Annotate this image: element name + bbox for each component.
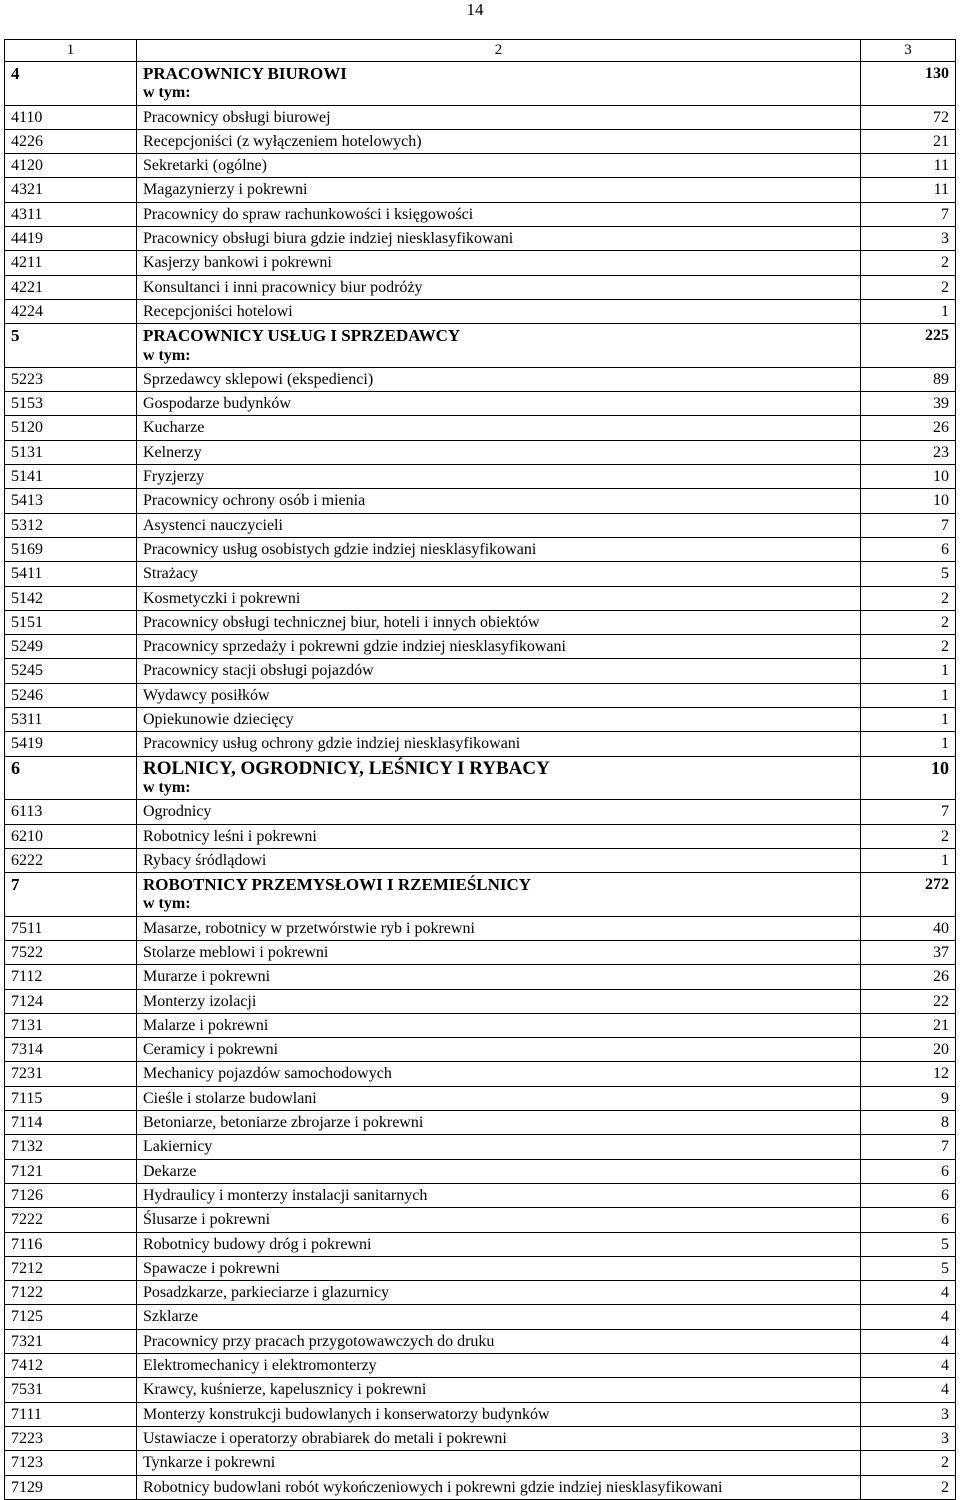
occupation-code: 7314: [5, 1038, 137, 1062]
group-total: 225: [861, 324, 956, 368]
occupation-name: Gospodarze budynków: [137, 392, 861, 416]
occupation-name: Hydraulicy i monterzy instalacji sanitarnych: [137, 1183, 861, 1207]
occupation-count: 37: [861, 940, 956, 964]
occupation-count: 1: [861, 732, 956, 756]
table-row: [5, 1305, 956, 1329]
occupation-code: 4224: [5, 299, 137, 323]
occupation-name: Spawacze i pokrewni: [137, 1256, 861, 1280]
occupation-code: 4419: [5, 227, 137, 251]
occupation-table: [4, 39, 956, 1500]
occupation-name: Strażacy: [137, 562, 861, 586]
occupation-count: 5: [861, 1232, 956, 1256]
table-row: [5, 251, 956, 275]
occupation-code: 7511: [5, 916, 137, 940]
table-row: [5, 367, 956, 391]
occupation-code: 7116: [5, 1232, 137, 1256]
occupation-code: 5153: [5, 392, 137, 416]
occupation-code: 4221: [5, 275, 137, 299]
occupation-code: 7212: [5, 1256, 137, 1280]
group-subtitle: w tym:: [143, 84, 191, 102]
occupation-name: Betoniarze, betoniarze zbrojarze i pokrewni: [137, 1111, 861, 1135]
group-name: ROBOTNICY PRZEMYSŁOWI I RZEMIEŚLNICY: [143, 875, 532, 895]
group-name-cell: [137, 324, 861, 368]
group-name: ROLNICY, OGRODNICY, LEŚNICY I RYBACY: [143, 757, 550, 779]
table-row: [5, 1111, 956, 1135]
table-row: [5, 440, 956, 464]
table-row: [5, 800, 956, 824]
occupation-name: Kelnerzy: [137, 440, 861, 464]
table-row: [5, 537, 956, 561]
occupation-count: 4: [861, 1281, 956, 1305]
occupation-name: Szklarze: [137, 1305, 861, 1329]
occupation-name: Monterzy izolacji: [137, 989, 861, 1013]
occupation-name: Pracownicy obsługi biurowej: [137, 105, 861, 129]
occupation-code: 4311: [5, 202, 137, 226]
occupation-code: 7123: [5, 1451, 137, 1475]
occupation-code: 7121: [5, 1159, 137, 1183]
occupation-code: 4110: [5, 105, 137, 129]
table-row: [5, 513, 956, 537]
table-row: [5, 1013, 956, 1037]
table-row: [5, 202, 956, 226]
table-row: [5, 1402, 956, 1426]
table-row: [5, 708, 956, 732]
occupation-count: 4: [861, 1378, 956, 1402]
occupation-code: 7231: [5, 1062, 137, 1086]
occupation-name: Rybacy śródlądowi: [137, 848, 861, 872]
occupation-code: 7125: [5, 1305, 137, 1329]
occupation-count: 11: [861, 178, 956, 202]
occupation-code: 4120: [5, 154, 137, 178]
occupation-name: Monterzy konstrukcji budowlanych i konserwatorzy budynków: [137, 1402, 861, 1426]
table-row: [5, 275, 956, 299]
table-row: [5, 392, 956, 416]
table-row: [5, 848, 956, 872]
table-row: [5, 129, 956, 153]
occupation-count: 4: [861, 1354, 956, 1378]
occupation-code: 5249: [5, 635, 137, 659]
occupation-name: Sprzedawcy sklepowi (ekspedienci): [137, 367, 861, 391]
table-row: [5, 1208, 956, 1232]
table-row: [5, 1281, 956, 1305]
occupation-name: Asystenci nauczycieli: [137, 513, 861, 537]
occupation-code: 4211: [5, 251, 137, 275]
occupation-count: 11: [861, 154, 956, 178]
group-code: 5: [5, 324, 137, 368]
occupation-code: 6210: [5, 824, 137, 848]
occupation-name: Pracownicy sprzedaży i pokrewni gdzie indziej niesklasyfikowani: [137, 635, 861, 659]
occupation-code: 4226: [5, 129, 137, 153]
occupation-name: Ślusarze i pokrewni: [137, 1208, 861, 1232]
occupation-code: 5141: [5, 465, 137, 489]
occupation-code: 5120: [5, 416, 137, 440]
table-row: [5, 105, 956, 129]
occupation-code: 5411: [5, 562, 137, 586]
occupation-count: 23: [861, 440, 956, 464]
occupation-code: 5413: [5, 489, 137, 513]
table-row: [5, 465, 956, 489]
table-row: [5, 1232, 956, 1256]
occupation-count: 1: [861, 683, 956, 707]
occupation-name: Mechanicy pojazdów samochodowych: [137, 1062, 861, 1086]
occupation-name: Opiekunowie dziecięcy: [137, 708, 861, 732]
occupation-count: 1: [861, 708, 956, 732]
occupation-code: 5245: [5, 659, 137, 683]
occupation-count: 21: [861, 1013, 956, 1037]
occupation-count: 6: [861, 1183, 956, 1207]
occupation-code: 6113: [5, 800, 137, 824]
group-subtitle: w tym:: [143, 778, 191, 796]
occupation-code: 5311: [5, 708, 137, 732]
occupation-count: 12: [861, 1062, 956, 1086]
occupation-name: Robotnicy leśni i pokrewni: [137, 824, 861, 848]
occupation-count: 10: [861, 465, 956, 489]
group-total: 272: [861, 873, 956, 917]
table-row: [5, 732, 956, 756]
group-total: 10: [861, 756, 956, 800]
occupation-name: Recepcjoniści (z wyłączeniem hotelowych): [137, 129, 861, 153]
occupation-name: Sekretarki (ogólne): [137, 154, 861, 178]
occupation-count: 4: [861, 1329, 956, 1353]
page-number: 14: [466, 0, 484, 19]
table-row: [5, 1354, 956, 1378]
occupation-name: Cieśle i stolarze budowlani: [137, 1086, 861, 1110]
occupation-name: Pracownicy obsługi technicznej biur, hoteli i innych obiektów: [137, 610, 861, 634]
group-total: 130: [861, 62, 956, 106]
occupation-name: Ceramicy i pokrewni: [137, 1038, 861, 1062]
occupation-count: 7: [861, 202, 956, 226]
occupation-name: Kucharze: [137, 416, 861, 440]
occupation-code: 7223: [5, 1426, 137, 1450]
occupation-code: 7222: [5, 1208, 137, 1232]
table-row: [5, 916, 956, 940]
table-row: [5, 299, 956, 323]
occupation-code: 7132: [5, 1135, 137, 1159]
table-row: [5, 1256, 956, 1280]
occupation-count: 40: [861, 916, 956, 940]
group-row: [5, 756, 956, 800]
occupation-count: 5: [861, 1256, 956, 1280]
occupation-code: 7115: [5, 1086, 137, 1110]
occupation-count: 20: [861, 1038, 956, 1062]
occupation-code: 5223: [5, 367, 137, 391]
occupation-name: Lakiernicy: [137, 1135, 861, 1159]
occupation-count: 72: [861, 105, 956, 129]
group-name-cell: [137, 873, 861, 917]
occupation-count: 1: [861, 299, 956, 323]
occupation-count: 3: [861, 1426, 956, 1450]
column-number-2: 2: [137, 40, 861, 62]
occupation-count: 6: [861, 1159, 956, 1183]
table-row: [5, 562, 956, 586]
group-name: PRACOWNICY BIUROWI: [143, 64, 347, 83]
table-row: [5, 1426, 956, 1450]
occupation-code: 7111: [5, 1402, 137, 1426]
occupation-name: Robotnicy budowlani robót wykończeniowych i pokrewni gdzie indziej niesklasyfikowani: [137, 1475, 861, 1499]
group-code: 6: [5, 756, 137, 800]
occupation-name: Masarze, robotnicy w przetwórstwie ryb i pokrewni: [137, 916, 861, 940]
table-row: [5, 659, 956, 683]
occupation-code: 7124: [5, 989, 137, 1013]
occupation-name: Pracownicy do spraw rachunkowości i księgowości: [137, 202, 861, 226]
occupation-name: Pracownicy obsługi biura gdzie indziej niesklasyfikowani: [137, 227, 861, 251]
occupation-code: 7412: [5, 1354, 137, 1378]
occupation-code: 7531: [5, 1378, 137, 1402]
column-number-header-row: [5, 40, 956, 62]
occupation-count: 2: [861, 635, 956, 659]
occupation-count: 26: [861, 965, 956, 989]
occupation-name: Posadzkarze, parkieciarze i glazurnicy: [137, 1281, 861, 1305]
table-row: [5, 1475, 956, 1499]
table-row: [5, 1378, 956, 1402]
occupation-name: Pracownicy ochrony osób i mienia: [137, 489, 861, 513]
occupation-count: 1: [861, 659, 956, 683]
table-row: [5, 1038, 956, 1062]
occupation-count: 7: [861, 1135, 956, 1159]
table-row: [5, 824, 956, 848]
group-code: 7: [5, 873, 137, 917]
occupation-code: 7126: [5, 1183, 137, 1207]
occupation-count: 10: [861, 489, 956, 513]
group-name-cell: [137, 756, 861, 800]
group-subtitle: w tym:: [143, 346, 191, 364]
table-row: [5, 1062, 956, 1086]
occupation-count: 5: [861, 562, 956, 586]
table-row: [5, 940, 956, 964]
occupation-name: Murarze i pokrewni: [137, 965, 861, 989]
occupation-name: Krawcy, kuśnierze, kapelusznicy i pokrewni: [137, 1378, 861, 1402]
occupation-name: Ustawiacze i operatorzy obrabiarek do metali i pokrewni: [137, 1426, 861, 1450]
table-row: [5, 1159, 956, 1183]
table-row: [5, 1086, 956, 1110]
group-row: [5, 62, 956, 106]
occupation-count: 2: [861, 824, 956, 848]
occupation-name: Malarze i pokrewni: [137, 1013, 861, 1037]
occupation-code: 7112: [5, 965, 137, 989]
occupation-count: 8: [861, 1111, 956, 1135]
occupation-name: Pracownicy stacji obsługi pojazdów: [137, 659, 861, 683]
occupation-name: Stolarze meblowi i pokrewni: [137, 940, 861, 964]
table-row: [5, 683, 956, 707]
table-row: [5, 610, 956, 634]
occupation-count: 22: [861, 989, 956, 1013]
table-row: [5, 1135, 956, 1159]
occupation-name: Wydawcy posiłków: [137, 683, 861, 707]
occupation-name: Ogrodnicy: [137, 800, 861, 824]
table-row: [5, 227, 956, 251]
column-number-1: 1: [5, 40, 137, 62]
table-row: [5, 489, 956, 513]
occupation-count: 7: [861, 513, 956, 537]
occupation-count: 1: [861, 848, 956, 872]
occupation-count: 39: [861, 392, 956, 416]
group-subtitle: w tym:: [143, 895, 191, 913]
occupation-count: 7: [861, 800, 956, 824]
occupation-code: 5151: [5, 610, 137, 634]
group-row: [5, 324, 956, 368]
occupation-name: Konsultanci i inni pracownicy biur podróży: [137, 275, 861, 299]
occupation-name: Elektromechanicy i elektromonterzy: [137, 1354, 861, 1378]
occupation-count: 21: [861, 129, 956, 153]
occupation-count: 2: [861, 586, 956, 610]
occupation-code: 5312: [5, 513, 137, 537]
occupation-count: 2: [861, 1451, 956, 1475]
occupation-code: 7122: [5, 1281, 137, 1305]
table-row: [5, 989, 956, 1013]
occupation-name: Dekarze: [137, 1159, 861, 1183]
occupation-count: 9: [861, 1086, 956, 1110]
occupation-count: 2: [861, 251, 956, 275]
occupation-code: 5142: [5, 586, 137, 610]
group-name-cell: [137, 62, 861, 106]
group-row: [5, 873, 956, 917]
table-row: [5, 416, 956, 440]
occupation-name: Magazynierzy i pokrewni: [137, 178, 861, 202]
table-row: [5, 965, 956, 989]
occupation-count: 2: [861, 610, 956, 634]
occupation-count: 4: [861, 1305, 956, 1329]
occupation-count: 3: [861, 227, 956, 251]
occupation-code: 4321: [5, 178, 137, 202]
occupation-code: 7522: [5, 940, 137, 964]
table-row: [5, 635, 956, 659]
occupation-code: 5169: [5, 537, 137, 561]
occupation-code: 7114: [5, 1111, 137, 1135]
occupation-count: 2: [861, 275, 956, 299]
occupation-count: 6: [861, 537, 956, 561]
occupation-code: 7131: [5, 1013, 137, 1037]
occupation-name: Robotnicy budowy dróg i pokrewni: [137, 1232, 861, 1256]
occupation-code: 5419: [5, 732, 137, 756]
occupation-count: 26: [861, 416, 956, 440]
table-row: [5, 1451, 956, 1475]
table-row: [5, 154, 956, 178]
occupation-name: Tynkarze i pokrewni: [137, 1451, 861, 1475]
occupation-count: 6: [861, 1208, 956, 1232]
group-code: 4: [5, 62, 137, 106]
occupation-code: 7129: [5, 1475, 137, 1499]
occupation-count: 3: [861, 1402, 956, 1426]
occupation-name: Pracownicy usług ochrony gdzie indziej niesklasyfikowani: [137, 732, 861, 756]
occupation-code: 6222: [5, 848, 137, 872]
occupation-name: Recepcjoniści hotelowi: [137, 299, 861, 323]
occupation-name: Pracownicy przy pracach przygotowawczych do druku: [137, 1329, 861, 1353]
occupation-count: 89: [861, 367, 956, 391]
group-name: PRACOWNICY USŁUG I SPRZEDAWCY: [143, 326, 461, 346]
occupation-name: Pracownicy usług osobistych gdzie indziej niesklasyfikowani: [137, 537, 861, 561]
table-row: [5, 1183, 956, 1207]
occupation-name: Kasjerzy bankowi i pokrewni: [137, 251, 861, 275]
occupation-code: 5131: [5, 440, 137, 464]
table-body: [5, 62, 956, 1500]
occupation-count: 2: [861, 1475, 956, 1499]
occupation-code: 5246: [5, 683, 137, 707]
occupation-name: Fryzjerzy: [137, 465, 861, 489]
occupation-code: 7321: [5, 1329, 137, 1353]
table-row: [5, 178, 956, 202]
table-row: [5, 1329, 956, 1353]
table-row: [5, 586, 956, 610]
column-number-3: 3: [861, 40, 956, 62]
occupation-name: Kosmetyczki i pokrewni: [137, 586, 861, 610]
